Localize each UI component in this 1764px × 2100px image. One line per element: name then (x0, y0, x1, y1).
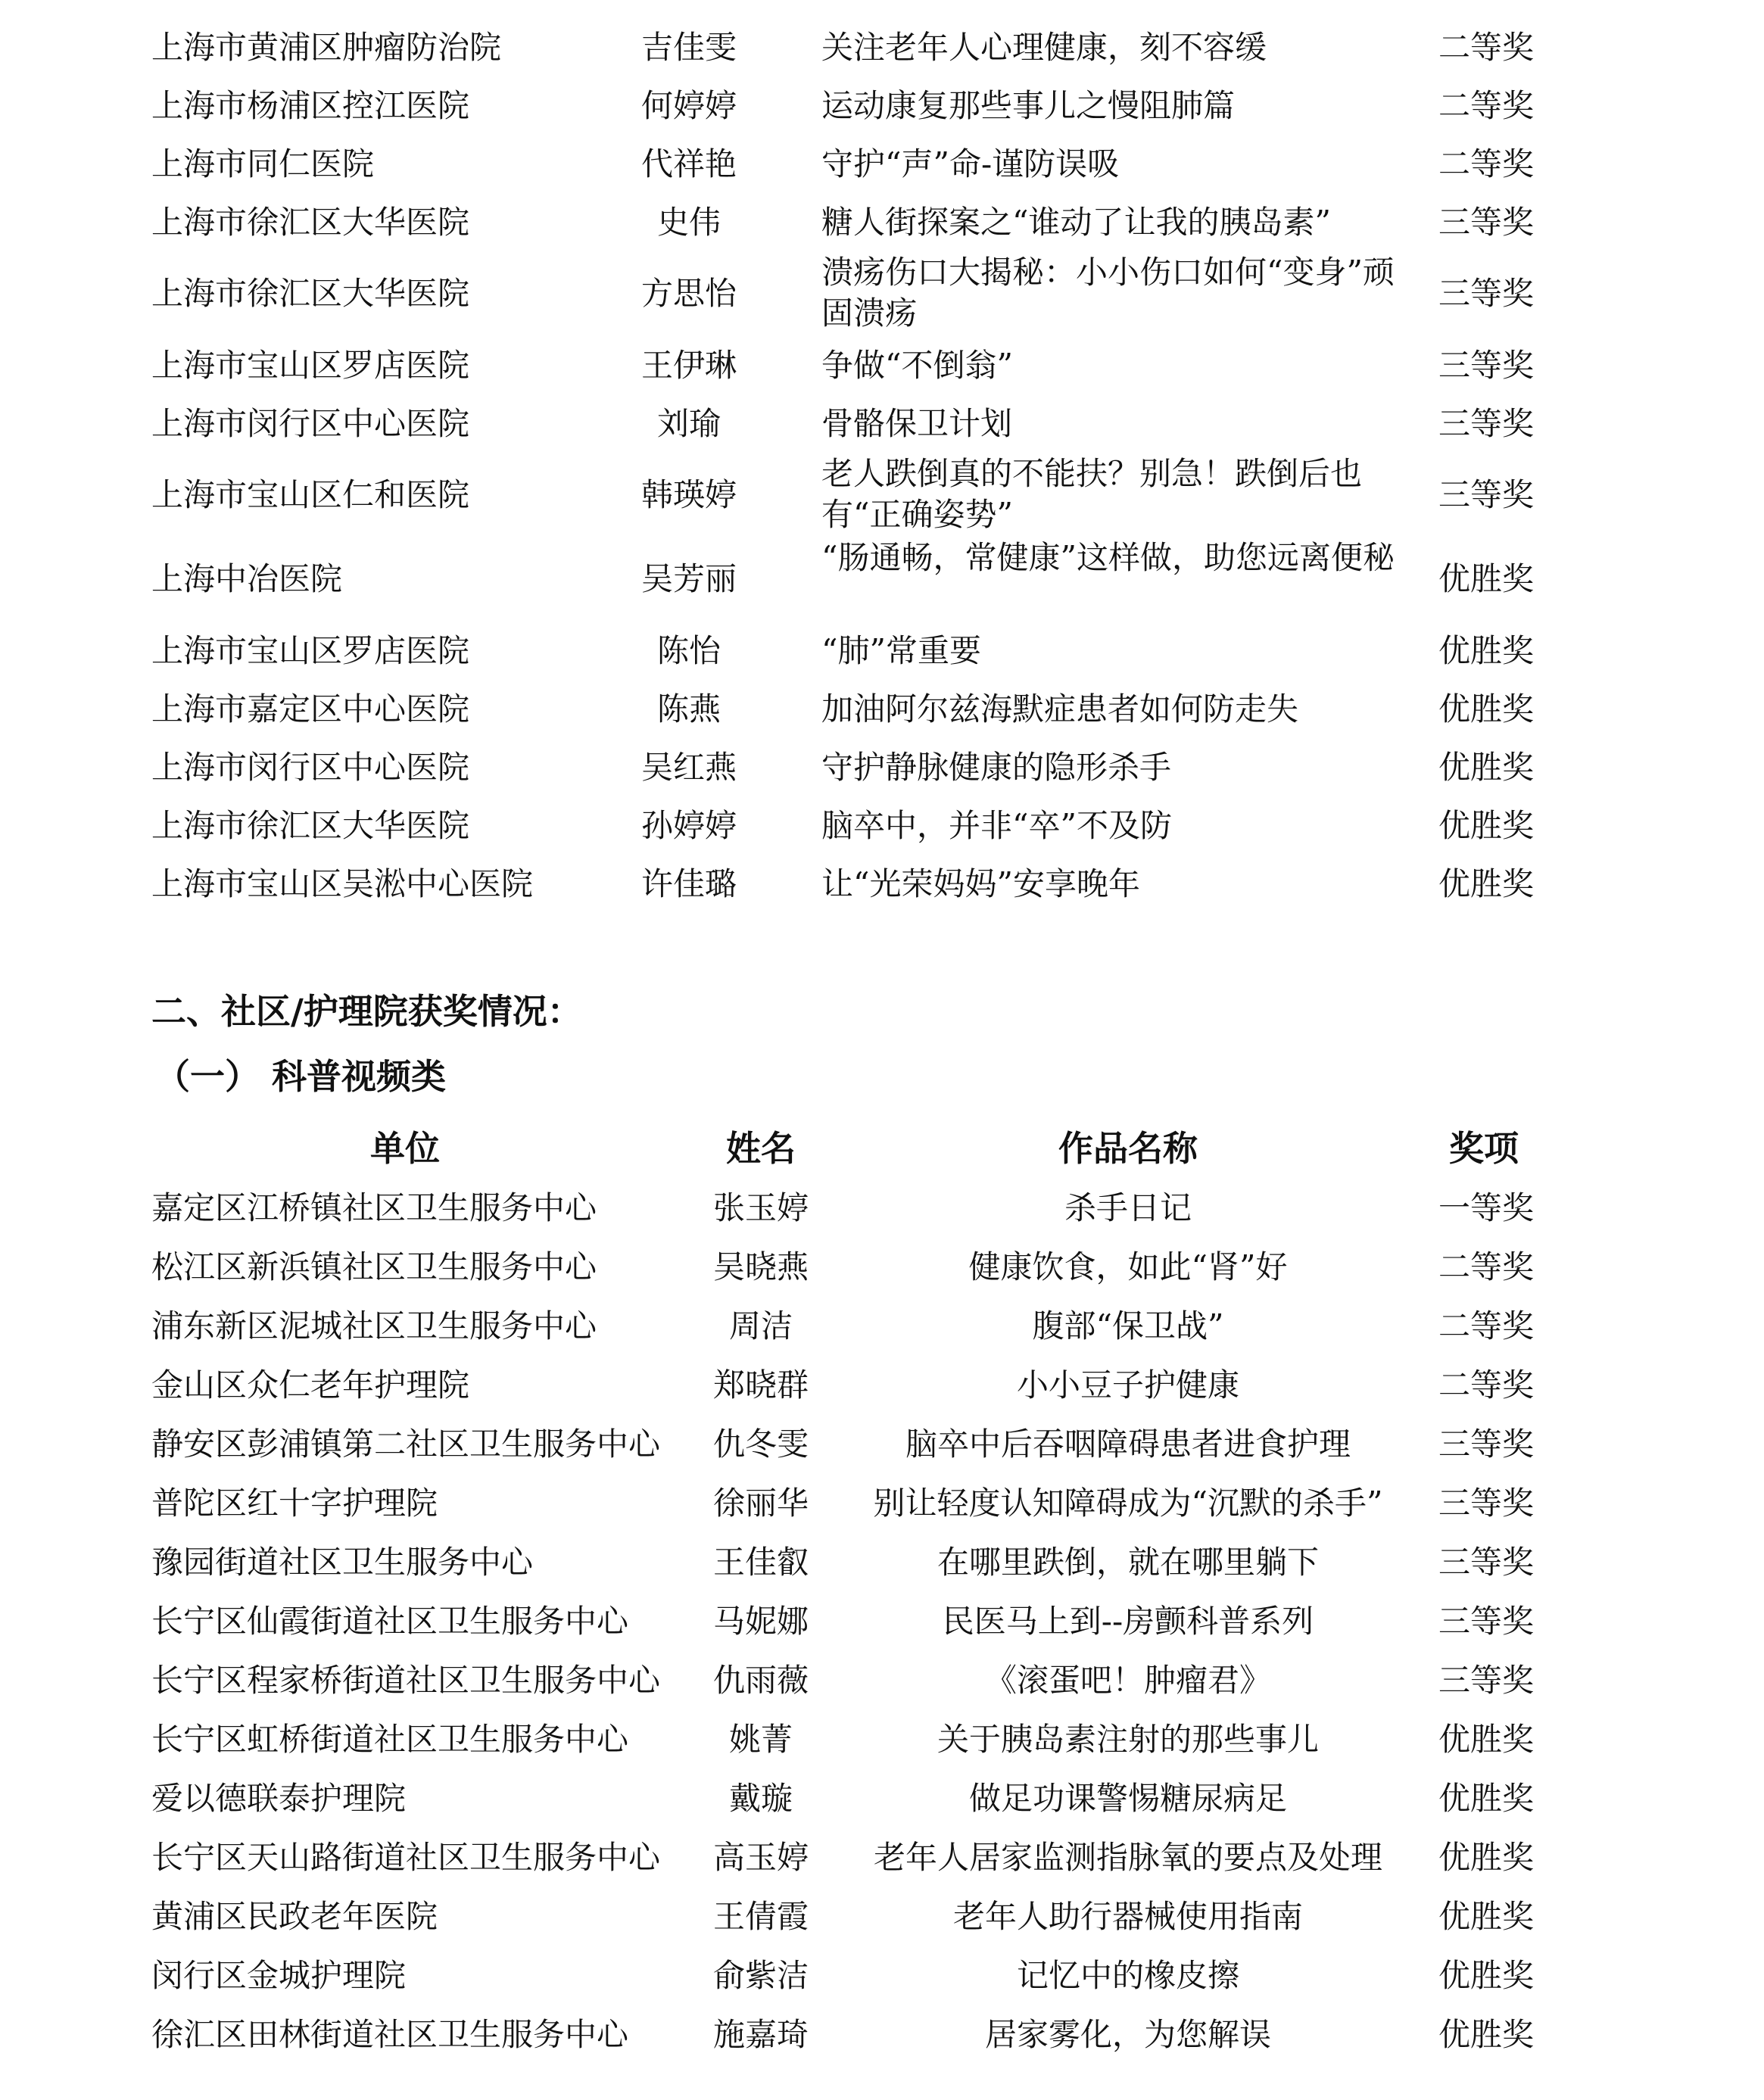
section-heading: 二、社区/护理院获奖情况： (151, 991, 582, 1032)
title-cell: “肺”常重要 (821, 632, 981, 669)
title-cell: 做足功课警惕糖尿病足 (968, 1780, 1287, 1817)
award-cell: 二等奖 (1438, 87, 1535, 124)
title-cell: 让“光荣妈妈”安享晚年 (821, 865, 1140, 902)
unit-cell: 上海中冶医院 (151, 560, 343, 597)
name-cell: 吴芳丽 (640, 560, 737, 597)
title-cell: 小小豆子护健康 (1016, 1366, 1239, 1404)
name-cell: 吴红燕 (640, 749, 737, 786)
header-award: 奖项 (1449, 1128, 1519, 1169)
title-cell: 争做“不倒翁” (821, 347, 1013, 384)
award-cell: 优胜奖 (1438, 632, 1535, 669)
name-cell: 吉佳雯 (640, 29, 737, 66)
award-cell: 优胜奖 (1438, 690, 1535, 728)
unit-cell: 上海市闵行区中心医院 (151, 405, 470, 442)
unit-cell: 上海市嘉定区中心医院 (151, 690, 470, 728)
award-cell: 三等奖 (1438, 275, 1535, 312)
unit-cell: 静安区彭浦镇第二社区卫生服务中心 (151, 1425, 661, 1463)
award-cell: 三等奖 (1438, 476, 1535, 513)
unit-cell: 长宁区程家桥街道社区卫生服务中心 (151, 1662, 661, 1699)
award-cell: 优胜奖 (1438, 1957, 1535, 1994)
name-cell: 周洁 (728, 1307, 793, 1344)
name-cell: 何婷婷 (640, 87, 737, 124)
name-cell: 王佳叡 (712, 1544, 809, 1581)
name-cell: 王伊琳 (640, 347, 737, 384)
title-cell: 脑卒中后吞咽障碍患者进食护理 (905, 1425, 1351, 1463)
title-cell: 关注老年人心理健康，刻不容缓 (821, 29, 1267, 66)
title-cell: 老年人助行器械使用指南 (952, 1898, 1303, 1935)
unit-cell: 上海市同仁医院 (151, 145, 375, 182)
name-cell: 代祥艳 (640, 145, 737, 182)
award-cell: 优胜奖 (1438, 1839, 1535, 1876)
name-cell: 陈怡 (656, 632, 721, 669)
title-cell: 居家雾化，为您解误 (984, 2016, 1271, 2053)
award-cell: 优胜奖 (1438, 560, 1535, 597)
name-cell: 王倩霞 (712, 1898, 809, 1935)
award-cell: 三等奖 (1438, 405, 1535, 442)
award-cell: 二等奖 (1438, 1248, 1535, 1285)
name-cell: 仇雨薇 (712, 1662, 809, 1699)
award-cell: 优胜奖 (1438, 865, 1535, 902)
unit-cell: 嘉定区江桥镇社区卫生服务中心 (151, 1189, 597, 1226)
title-cell: 在哪里跌倒，就在哪里躺下 (937, 1544, 1319, 1581)
unit-cell: 金山区众仁老年护理院 (151, 1366, 470, 1404)
name-cell: 韩瑛婷 (640, 476, 737, 513)
award-cell: 三等奖 (1438, 1603, 1535, 1640)
name-cell: 姚菁 (728, 1721, 793, 1758)
title-cell: 老人跌倒真的不能扶？别急！跌倒后也有“正确姿势” (821, 455, 1363, 533)
award-cell: 二等奖 (1438, 145, 1535, 182)
unit-cell: 上海市徐汇区大华医院 (151, 204, 470, 241)
award-cell: 三等奖 (1438, 347, 1535, 384)
unit-cell: 普陀区红十字护理院 (151, 1485, 438, 1522)
title-cell: 加油阿尔兹海默症患者如何防走失 (821, 690, 1299, 728)
title-cell: 民医马上到--房颤科普系列 (942, 1603, 1314, 1640)
name-cell: 刘瑜 (656, 405, 721, 442)
award-cell: 优胜奖 (1438, 807, 1535, 844)
award-cell: 优胜奖 (1438, 1721, 1535, 1758)
name-cell: 马妮娜 (712, 1603, 809, 1640)
award-cell: 优胜奖 (1438, 2016, 1535, 2053)
name-cell: 方思怡 (640, 275, 737, 312)
unit-cell: 长宁区虹桥街道社区卫生服务中心 (151, 1721, 629, 1758)
unit-cell: 上海市黄浦区肿瘤防治院 (151, 29, 502, 66)
subsection-heading: （一） 科普视频类 (155, 1056, 447, 1097)
title-cell: 运动康复那些事儿之慢阻肺篇 (821, 87, 1236, 124)
name-cell: 史伟 (656, 204, 721, 241)
award-cell: 优胜奖 (1438, 1898, 1535, 1935)
unit-cell: 上海市宝山区罗店医院 (151, 632, 470, 669)
name-cell: 孙婷婷 (640, 807, 737, 844)
title-cell: “肠通畅，常健康”这样做，助您远离便秘 (821, 539, 1395, 576)
header-title: 作品名称 (1058, 1128, 1198, 1169)
unit-cell: 上海市徐汇区大华医院 (151, 275, 470, 312)
title-cell: 腹部“保卫战” (1032, 1307, 1224, 1344)
unit-cell: 豫园街道社区卫生服务中心 (151, 1544, 534, 1581)
award-cell: 三等奖 (1438, 1662, 1535, 1699)
title-cell: 守护静脉健康的隐形杀手 (821, 749, 1172, 786)
award-cell: 三等奖 (1438, 1544, 1535, 1581)
unit-cell: 上海市徐汇区大华医院 (151, 807, 470, 844)
unit-cell: 上海市宝山区仁和医院 (151, 476, 470, 513)
name-cell: 仇冬雯 (712, 1425, 809, 1463)
award-cell: 三等奖 (1438, 1425, 1535, 1463)
award-cell: 优胜奖 (1438, 1780, 1535, 1817)
unit-cell: 长宁区仙霞街道社区卫生服务中心 (151, 1603, 629, 1640)
unit-cell: 长宁区天山路街道社区卫生服务中心 (151, 1839, 661, 1876)
name-cell: 张玉婷 (712, 1189, 809, 1226)
title-cell: 《滚蛋吧！肿瘤君》 (984, 1662, 1271, 1699)
unit-cell: 浦东新区泥城社区卫生服务中心 (151, 1307, 597, 1344)
award-cell: 三等奖 (1438, 204, 1535, 241)
unit-cell: 松江区新浜镇社区卫生服务中心 (151, 1248, 597, 1285)
title-cell: 健康饮食，如此“肾”好 (968, 1248, 1288, 1285)
header-unit: 单位 (370, 1128, 440, 1169)
name-cell: 施嘉琦 (712, 2016, 809, 2053)
unit-cell: 闵行区金城护理院 (151, 1957, 407, 1994)
title-cell: 关于胰岛素注射的那些事儿 (937, 1721, 1319, 1758)
award-cell: 优胜奖 (1438, 749, 1535, 786)
unit-cell: 上海市闵行区中心医院 (151, 749, 470, 786)
title-cell: 记忆中的橡皮擦 (1016, 1957, 1239, 1994)
award-cell: 二等奖 (1438, 29, 1535, 66)
award-cell: 一等奖 (1438, 1189, 1535, 1226)
unit-cell: 爱以德联泰护理院 (151, 1780, 407, 1817)
name-cell: 陈燕 (656, 690, 721, 728)
unit-cell: 上海市宝山区罗店医院 (151, 347, 470, 384)
name-cell: 戴璇 (728, 1780, 793, 1817)
title-cell: 糖人街探案之“谁动了让我的胰岛素” (821, 204, 1331, 241)
unit-cell: 黄浦区民政老年医院 (151, 1898, 438, 1935)
unit-cell: 上海市杨浦区控江医院 (151, 87, 470, 124)
name-cell: 俞紫洁 (712, 1957, 809, 1994)
title-cell: 老年人居家监测指脉氧的要点及处理 (873, 1839, 1382, 1876)
unit-cell: 上海市宝山区吴淞中心医院 (151, 865, 534, 902)
name-cell: 郑晓群 (712, 1366, 809, 1404)
award-cell: 三等奖 (1438, 1485, 1535, 1522)
name-cell: 许佳璐 (640, 865, 737, 902)
name-cell: 徐丽华 (712, 1485, 809, 1522)
title-cell: 溃疡伤口大揭秘：小小伤口如何“变身”顽固溃疡 (821, 254, 1395, 332)
title-cell: 骨骼保卫计划 (821, 405, 1013, 442)
title-cell: 杀手日记 (1064, 1189, 1192, 1226)
title-cell: 别让轻度认知障碍成为“沉默的杀手” (873, 1485, 1383, 1522)
title-cell: 脑卒中，并非“卒”不及防 (821, 807, 1172, 844)
award-cell: 二等奖 (1438, 1307, 1535, 1344)
unit-cell: 徐汇区田林街道社区卫生服务中心 (151, 2016, 629, 2053)
name-cell: 高玉婷 (712, 1839, 809, 1876)
award-cell: 二等奖 (1438, 1366, 1535, 1404)
title-cell: 守护“声”命-谨防误吸 (821, 145, 1120, 182)
header-name: 姓名 (726, 1128, 796, 1169)
name-cell: 吴晓燕 (712, 1248, 809, 1285)
